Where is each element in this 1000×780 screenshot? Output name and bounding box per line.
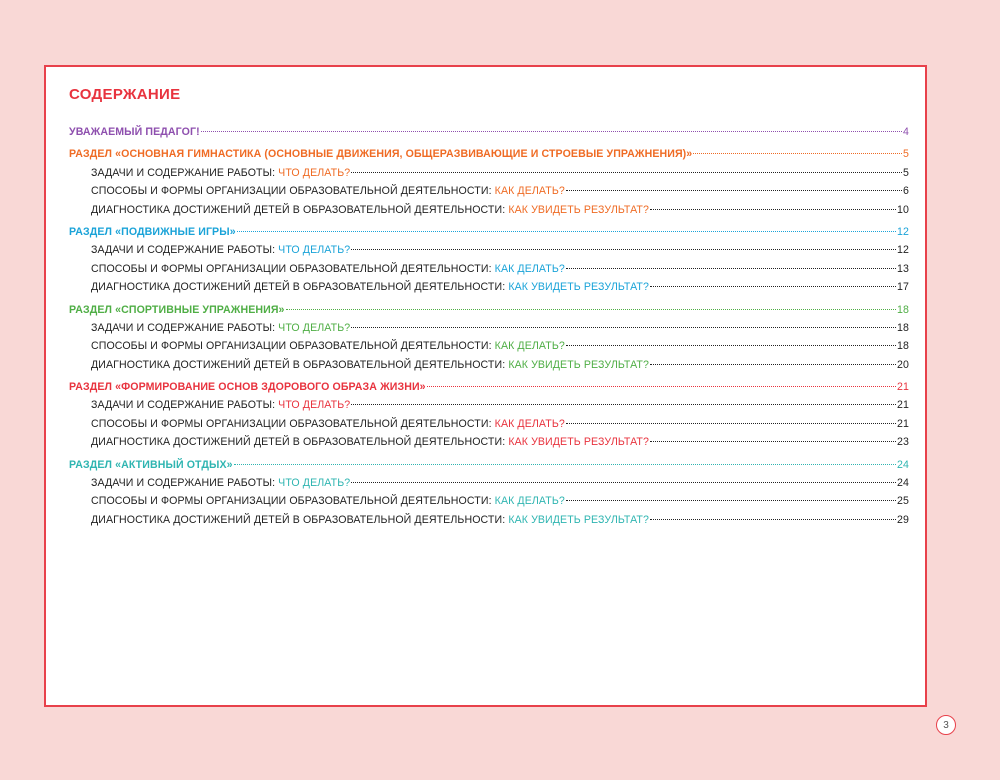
toc-section-row[interactable] xyxy=(69,126,909,144)
toc-subsection-row[interactable] xyxy=(69,167,909,185)
page-frame xyxy=(44,65,927,707)
toc-subsection-label: ЗАДАЧИ И СОДЕРЖАНИЕ РАБОТЫ: xyxy=(91,399,279,412)
toc-section-row[interactable] xyxy=(69,459,909,477)
toc-subsection-accent: КАК ДЕЛАТЬ? xyxy=(494,185,565,198)
toc-page-number: 5 xyxy=(903,148,909,161)
toc-subsection-accent: ЧТО ДЕЛАТЬ? xyxy=(278,399,351,412)
toc-page-number: 4 xyxy=(903,126,909,138)
dot-leader xyxy=(234,464,896,465)
toc-subsection-row[interactable] xyxy=(69,495,909,513)
toc-subsection-row[interactable] xyxy=(69,399,909,417)
toc-section-label: РАЗДЕЛ «АКТИВНЫЙ ОТДЫХ» xyxy=(69,458,233,471)
toc-page-number: 5 xyxy=(903,166,909,179)
page-number-badge: 3 xyxy=(936,715,956,735)
toc-subsection-label: ДИАГНОСТИКА ДОСТИЖЕНИЙ ДЕТЕЙ В ОБРАЗОВАТЕЛЬНОЙ ДЕЯТЕЛЬНОСТИ: xyxy=(91,358,509,371)
toc-subsection-label: ЗАДАЧИ И СОДЕРЖАНИЕ РАБОТЫ: xyxy=(91,321,279,334)
toc-page-number: 18 xyxy=(897,321,909,334)
toc-subsection-label: СПОСОБЫ И ФОРМЫ ОРГАНИЗАЦИИ ОБРАЗОВАТЕЛЬНОЙ ДЕЯТЕЛЬНОСТИ: xyxy=(91,495,495,508)
toc-section-label: РАЗДЕЛ «ПОДВИЖНЫЕ ИГРЫ» xyxy=(69,225,236,238)
toc-subsection-row[interactable] xyxy=(69,514,909,532)
toc-subsection-row[interactable] xyxy=(69,418,909,436)
toc-subsection-row[interactable] xyxy=(69,322,909,340)
toc-subsection-label: ДИАГНОСТИКА ДОСТИЖЕНИЙ ДЕТЕЙ В ОБРАЗОВАТЕЛЬНОЙ ДЕЯТЕЛЬНОСТИ: xyxy=(91,436,509,449)
toc-page-number: 13 xyxy=(897,262,909,275)
toc-subsection-row[interactable] xyxy=(69,359,909,377)
toc-subsection-label: ДИАГНОСТИКА ДОСТИЖЕНИЙ ДЕТЕЙ В ОБРАЗОВАТЕЛЬНОЙ ДЕЯТЕЛЬНОСТИ: xyxy=(91,203,509,216)
dot-leader xyxy=(693,153,902,154)
toc-subsection-row[interactable] xyxy=(69,477,909,495)
toc-section-row[interactable] xyxy=(69,381,909,399)
toc-subsection-accent: КАК УВИДЕТЬ РЕЗУЛЬТАТ? xyxy=(508,358,650,371)
toc-page-number: 17 xyxy=(897,281,909,294)
toc-subsection-label: ЗАДАЧИ И СОДЕРЖАНИЕ РАБОТЫ: xyxy=(91,166,279,179)
dot-leader xyxy=(351,327,896,328)
toc-section-label: УВАЖАЕМЫЙ ПЕДАГОГ! xyxy=(69,126,200,138)
toc-subsection-accent: КАК УВИДЕТЬ РЕЗУЛЬТАТ? xyxy=(508,436,650,449)
toc-section-row[interactable] xyxy=(69,304,909,322)
toc-section-row[interactable] xyxy=(69,148,909,166)
toc-subsection-label: СПОСОБЫ И ФОРМЫ ОРГАНИЗАЦИИ ОБРАЗОВАТЕЛЬНОЙ ДЕЯТЕЛЬНОСТИ: xyxy=(91,417,495,430)
dot-leader xyxy=(650,441,896,442)
dot-leader xyxy=(650,364,896,365)
toc-subsection-accent: КАК ДЕЛАТЬ? xyxy=(494,417,565,430)
toc-subsection-label: ЗАДАЧИ И СОДЕРЖАНИЕ РАБОТЫ: xyxy=(91,477,279,490)
toc-page-number: 20 xyxy=(897,358,909,371)
dot-leader xyxy=(286,309,896,310)
toc-subsection-accent: ЧТО ДЕЛАТЬ? xyxy=(278,321,351,334)
toc-section-label: РАЗДЕЛ «ОСНОВНАЯ ГИМНАСТИКА (ОСНОВНЫЕ ДВИЖЕНИЯ, ОБЩЕРАЗВИВАЮЩИЕ И СТРОЕВЫЕ УПРАЖНЕНИЯ)» xyxy=(69,148,693,161)
toc-subsection-label: СПОСОБЫ И ФОРМЫ ОРГАНИЗАЦИИ ОБРАЗОВАТЕЛЬНОЙ ДЕЯТЕЛЬНОСТИ: xyxy=(91,340,495,353)
toc-subsection-row[interactable] xyxy=(69,340,909,358)
dot-leader xyxy=(351,172,902,173)
toc-subsection-label: ДИАГНОСТИКА ДОСТИЖЕНИЙ ДЕТЕЙ В ОБРАЗОВАТЕЛЬНОЙ ДЕЯТЕЛЬНОСТИ: xyxy=(91,513,509,526)
toc-page-number: 6 xyxy=(903,185,909,198)
toc-subsection-accent: КАК УВИДЕТЬ РЕЗУЛЬТАТ? xyxy=(508,203,650,216)
dot-leader xyxy=(650,519,896,520)
toc-subsection-row[interactable] xyxy=(69,281,909,299)
toc-page-number: 18 xyxy=(897,303,909,316)
toc-subsection-row[interactable] xyxy=(69,263,909,281)
dot-leader xyxy=(427,386,896,387)
toc-subsection-accent: КАК УВИДЕТЬ РЕЗУЛЬТАТ? xyxy=(508,281,650,294)
dot-leader xyxy=(351,249,896,250)
toc-subsection-accent: ЧТО ДЕЛАТЬ? xyxy=(278,244,351,257)
dot-leader xyxy=(351,482,896,483)
toc-subsection-row[interactable] xyxy=(69,204,909,222)
toc-page-number: 29 xyxy=(897,513,909,526)
toc-section-label: РАЗДЕЛ «ФОРМИРОВАНИЕ ОСНОВ ЗДОРОВОГО ОБРАЗА ЖИЗНИ» xyxy=(69,381,426,394)
toc-page-number: 24 xyxy=(897,477,909,490)
toc-page-number: 24 xyxy=(897,458,909,471)
toc-page-number: 23 xyxy=(897,436,909,449)
toc-page-number: 18 xyxy=(897,340,909,353)
dot-leader xyxy=(650,209,896,210)
toc-subsection-label: ДИАГНОСТИКА ДОСТИЖЕНИЙ ДЕТЕЙ В ОБРАЗОВАТЕЛЬНОЙ ДЕЯТЕЛЬНОСТИ: xyxy=(91,281,509,294)
toc-page-number: 21 xyxy=(897,381,909,394)
toc-page-number: 21 xyxy=(897,417,909,430)
toc-subsection-accent: КАК ДЕЛАТЬ? xyxy=(494,495,565,508)
toc-page-number: 21 xyxy=(897,399,909,412)
dot-leader xyxy=(237,231,896,232)
page-title: СОДЕРЖАНИЕ xyxy=(69,86,181,103)
dot-leader xyxy=(650,286,896,287)
toc-page-number: 12 xyxy=(897,244,909,257)
toc-subsection-accent: КАК ДЕЛАТЬ? xyxy=(494,262,565,275)
toc-subsection-label: ЗАДАЧИ И СОДЕРЖАНИЕ РАБОТЫ: xyxy=(91,244,279,257)
dot-leader xyxy=(351,404,896,405)
table-of-contents xyxy=(69,126,909,532)
toc-subsection-row[interactable] xyxy=(69,244,909,262)
toc-subsection-accent: КАК УВИДЕТЬ РЕЗУЛЬТАТ? xyxy=(508,513,650,526)
toc-subsection-accent: ЧТО ДЕЛАТЬ? xyxy=(278,166,351,179)
toc-page-number: 12 xyxy=(897,225,909,238)
toc-subsection-label: СПОСОБЫ И ФОРМЫ ОРГАНИЗАЦИИ ОБРАЗОВАТЕЛЬНОЙ ДЕЯТЕЛЬНОСТИ: xyxy=(91,262,495,275)
dot-leader xyxy=(566,500,896,501)
dot-leader xyxy=(566,268,896,269)
toc-subsection-row[interactable] xyxy=(69,185,909,203)
toc-subsection-row[interactable] xyxy=(69,436,909,454)
toc-section-label: РАЗДЕЛ «СПОРТИВНЫЕ УПРАЖНЕНИЯ» xyxy=(69,303,285,316)
toc-page-number: 25 xyxy=(897,495,909,508)
dot-leader xyxy=(566,190,902,191)
toc-section-row[interactable] xyxy=(69,226,909,244)
toc-subsection-accent: ЧТО ДЕЛАТЬ? xyxy=(278,477,351,490)
toc-subsection-accent: КАК ДЕЛАТЬ? xyxy=(494,340,565,353)
toc-subsection-label: СПОСОБЫ И ФОРМЫ ОРГАНИЗАЦИИ ОБРАЗОВАТЕЛЬНОЙ ДЕЯТЕЛЬНОСТИ: xyxy=(91,185,495,198)
dot-leader xyxy=(566,423,896,424)
dot-leader xyxy=(201,131,902,132)
toc-page-number: 10 xyxy=(897,203,909,216)
dot-leader xyxy=(566,345,896,346)
